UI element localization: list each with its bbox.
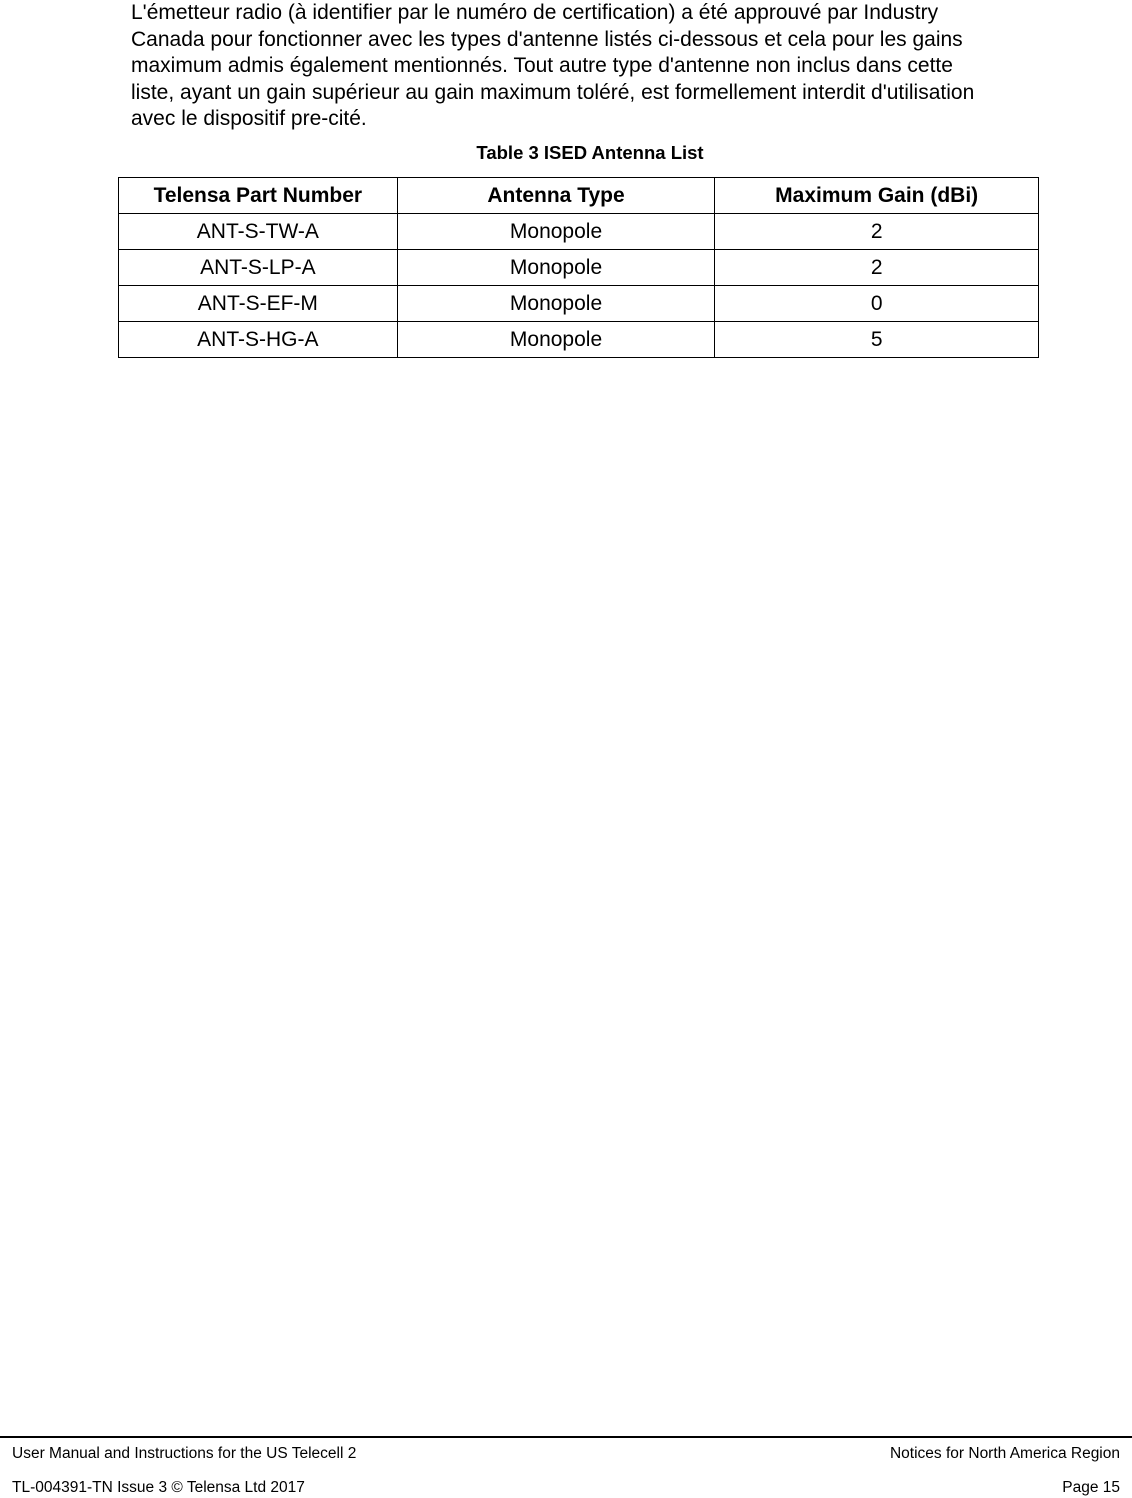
paragraph-line: maximum admis également mentionnés. Tout autre type d'antenne non inclus dans cette: [131, 54, 953, 77]
cell-antenna-type: Monopole: [397, 250, 715, 286]
table-caption: Table 3 ISED Antenna List: [476, 142, 704, 163]
table-row: [119, 250, 1039, 286]
cell-part-number: ANT-S-LP-A: [119, 250, 398, 286]
cell-maximum-gain: 0: [715, 286, 1039, 322]
cell-part-number: ANT-S-EF-M: [119, 286, 398, 322]
footer-section-name: Notices for North America Region: [889, 1445, 1120, 1462]
paragraph-line: Canada pour fonctionner avec les types d'antenne listés ci-dessous et cela pour les gains: [131, 27, 963, 51]
cell-antenna-type: Monopole: [397, 286, 715, 322]
cell-antenna-type: Monopole: [397, 322, 715, 358]
column-header-maximum-gain: Maximum Gain (dBi): [715, 178, 1039, 214]
table-row: [119, 214, 1039, 250]
table-row: [119, 322, 1039, 358]
cell-maximum-gain: 2: [715, 250, 1039, 286]
footer-document-id: TL-004391-TN Issue 3 © Telensa Ltd 2017: [12, 1479, 305, 1496]
antenna-table: [118, 177, 1039, 358]
column-header-antenna-type: Antenna Type: [397, 178, 715, 214]
cell-part-number: ANT-S-TW-A: [119, 214, 398, 250]
table-header-row: [119, 178, 1039, 214]
cell-antenna-type: Monopole: [397, 214, 715, 250]
cell-maximum-gain: 5: [715, 322, 1039, 358]
body-paragraph: [131, 0, 1071, 133]
cell-part-number: ANT-S-HG-A: [119, 322, 398, 358]
paragraph-line: liste, ayant un gain supérieur au gain maximum toléré, est formellement interdit d'utilisation: [131, 80, 975, 104]
footer-page-number: Page 15: [1062, 1479, 1120, 1496]
footer-divider: [0, 1436, 1132, 1438]
table-row: [119, 286, 1039, 322]
paragraph-line: avec le dispositif pre-cité.: [131, 107, 367, 130]
footer-document-title: User Manual and Instructions for the US Telecell 2: [12, 1445, 357, 1462]
cell-maximum-gain: 2: [715, 214, 1039, 250]
column-header-part-number: Telensa Part Number: [119, 178, 398, 214]
paragraph-line: L'émetteur radio (à identifier par le numéro de certification) a été approuvé par Industry: [131, 1, 939, 24]
